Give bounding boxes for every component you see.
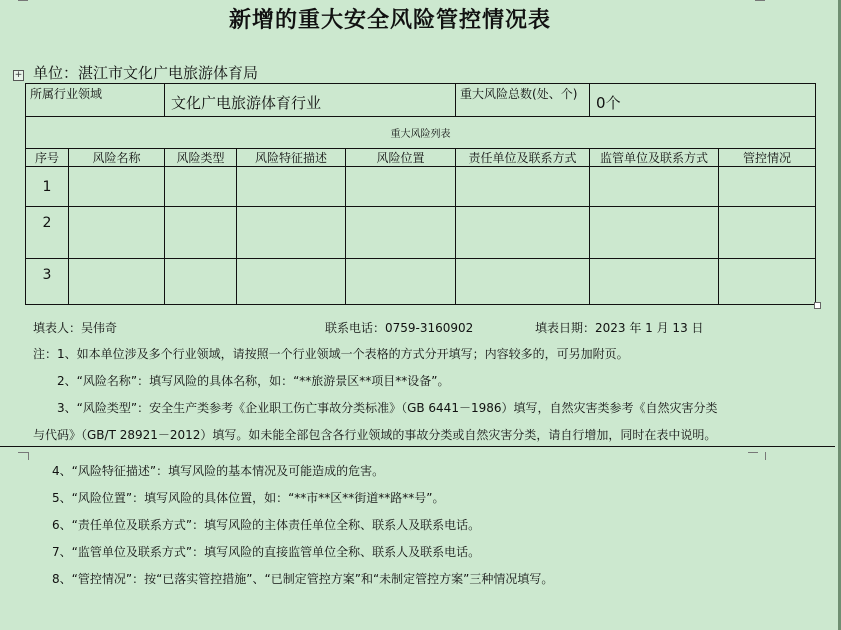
table-cell[interactable] (165, 207, 237, 259)
header-risk-location: 风险位置 (346, 149, 456, 167)
note-2: 2、“风险名称”：填写风险的具体名称，如：“**旅游景区**项目**设备”。 (57, 374, 450, 388)
contact-phone: 联系电话：0759-3160902 (325, 321, 474, 335)
table-cell[interactable] (456, 259, 590, 305)
total-value: 0个 (596, 93, 621, 112)
row-number: 2 (26, 207, 69, 259)
table-move-handle-icon[interactable]: + (14, 70, 23, 80)
industry-value-cell[interactable] (165, 84, 456, 117)
table-cell[interactable] (590, 207, 719, 259)
table-cell[interactable] (165, 259, 237, 305)
header-control-status: 管控情况 (719, 149, 816, 167)
table-cell[interactable] (719, 207, 816, 259)
note-8: 8、“管控情况”：按“已落实管控措施”、“已制定管控方案”和“未制定管控方案”三种情况填写。 (52, 572, 554, 586)
table-cell[interactable] (719, 259, 816, 305)
industry-value: 文化广电旅游体育行业 (171, 93, 322, 112)
table-cell[interactable] (237, 259, 346, 305)
total-value-cell[interactable] (590, 84, 816, 117)
table-cell[interactable] (346, 207, 456, 259)
row-number: 3 (26, 259, 69, 305)
unit-line: 单位：湛江市文化广电旅游体育局 (33, 64, 259, 82)
header-risk-type: 风险类型 (165, 149, 237, 167)
risk-list-title: 重大风险列表 (26, 117, 816, 149)
table-cell[interactable] (719, 167, 816, 207)
table-row (26, 259, 816, 305)
note-1: 注：1、如本单位涉及多个行业领域，请按照一个行业领域一个表格的方式分开填写；内容较多的，可另加附页。 (33, 347, 629, 361)
header-risk-name: 风险名称 (69, 149, 165, 167)
total-label-cell (456, 84, 590, 117)
note-7: 7、“监管单位及联系方式”：填写风险的直接监管单位全称、联系人及联系电话。 (52, 545, 481, 559)
table-cell[interactable] (69, 259, 165, 305)
table-row (26, 167, 816, 207)
header-supervising-unit: 监管单位及联系方式 (590, 149, 719, 167)
page-break-line (0, 446, 835, 447)
page-corner-mark (28, 452, 29, 460)
table-cell[interactable] (590, 259, 719, 305)
page-corner-mark (18, 452, 28, 453)
table-cell[interactable] (456, 167, 590, 207)
fill-date: 填表日期：2023 年 1 月 13 日 (535, 321, 704, 335)
table-resize-handle[interactable] (814, 302, 821, 309)
document-title: 新增的重大安全风险管控情况表 (228, 7, 551, 33)
header-index: 序号 (26, 149, 69, 167)
note-4: 4、“风险特征描述”：填写风险的基本情况及可能造成的危害。 (52, 464, 385, 478)
risk-table (25, 83, 816, 305)
table-cell[interactable] (346, 167, 456, 207)
note-6: 6、“责任单位及联系方式”：填写风险的主体责任单位全称、联系人及联系电话。 (52, 518, 481, 532)
page-corner-mark (18, 0, 28, 1)
table-cell[interactable] (346, 259, 456, 305)
header-responsible-unit: 责任单位及联系方式 (456, 149, 590, 167)
note-3: 3、“风险类型”：安全生产类参考《企业职工伤亡事故分类标准》（GB 6441－1986）填写，自然灾害类参考《自然灾害分类 (57, 401, 718, 415)
page-corner-mark (748, 452, 758, 453)
row-number: 1 (26, 167, 69, 207)
table-cell[interactable] (237, 167, 346, 207)
total-label: 重大风险总数(处、个) (460, 87, 578, 101)
table-cell[interactable] (69, 167, 165, 207)
header-risk-description: 风险特征描述 (237, 149, 346, 167)
page-corner-mark (755, 0, 765, 1)
table-cell[interactable] (69, 207, 165, 259)
table-cell[interactable] (237, 207, 346, 259)
table-cell[interactable] (456, 207, 590, 259)
table-row (26, 207, 816, 259)
industry-label-cell (26, 84, 165, 117)
table-cell[interactable] (165, 167, 237, 207)
industry-label: 所属行业领域 (30, 87, 103, 101)
page-corner-mark (765, 452, 766, 460)
table-cell[interactable] (590, 167, 719, 207)
note-5: 5、“风险位置”：填写风险的具体位置，如：“**市**区**街道**路**号”。 (52, 491, 445, 505)
note-3-continued: 与代码》（GB/T 28921－2012）填写。如未能全部包含各行业领域的事故分类或自然灾害分类，请自行增加，同时在表中说明。 (33, 428, 717, 442)
filler-name: 填表人：吴伟奇 (33, 321, 118, 335)
